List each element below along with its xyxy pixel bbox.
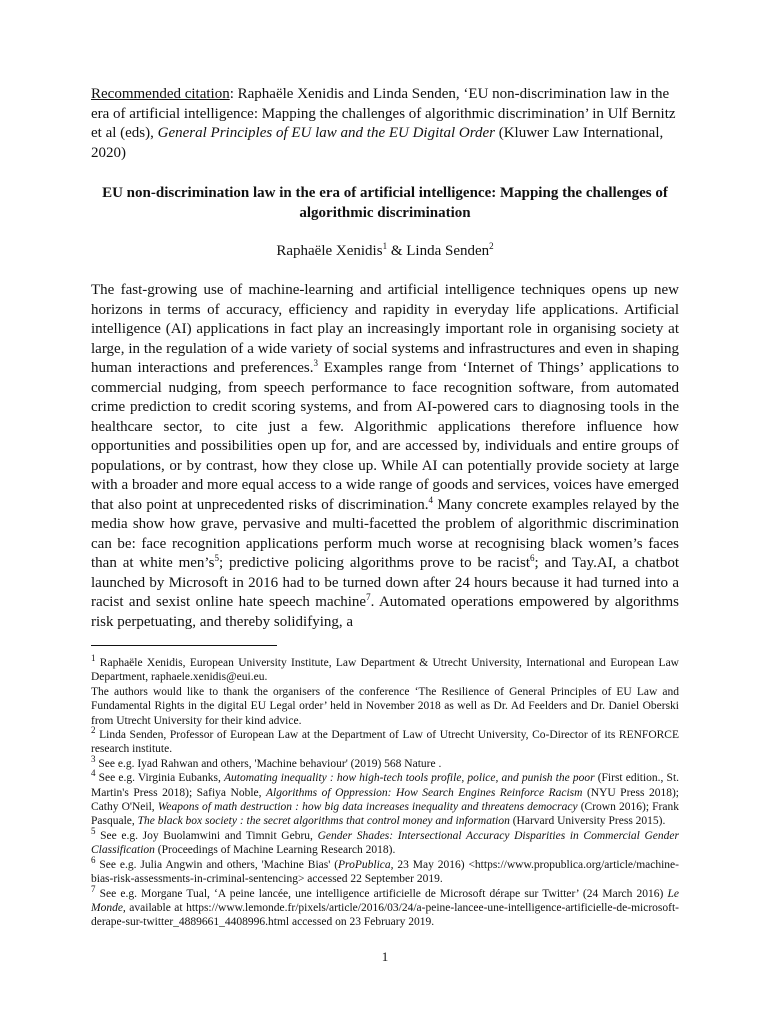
footnote-text: (Crown 2016); Frank Pasquale, xyxy=(91,801,679,828)
footnote-number: 7 xyxy=(91,883,96,894)
footnote-text: available at https://www.lemonde.fr/pixels/article/2016/03/24/a-peine-lancee-une-intelligence-artificielle-de-microsoft-derape-sur-twitter_4889661_4408996.html accessed on 23 February 2019. xyxy=(91,901,679,929)
footnote-book-title: Automating inequality : how high-tech tools profile, police, and punish the poor xyxy=(224,772,595,785)
body-paragraph xyxy=(91,281,679,632)
body-text-6: . Automated operations empowered by algorithms risk perpetuating, and thereby solidifying, a xyxy=(91,594,680,630)
footnote-ref-4: 4 xyxy=(428,494,433,505)
footnote-text: 23 May 2016) <https://www.propublica.org/article/machine-bias-risk-assessments-in-criminal-sentencing> accessed 22 September 2019. xyxy=(91,858,679,886)
footnote-text: (Proceedings of Machine Learning Research 2018). xyxy=(154,844,396,857)
page-content xyxy=(91,85,679,930)
footnote-number: 4 xyxy=(91,768,96,779)
footnote-ref-2: 2 xyxy=(489,241,494,251)
footnote-text: Linda Senden, Professor of European Law at the Department of Law of Utrecht University, Co-Director of its RENFORCE research institute. xyxy=(91,729,679,756)
footnote-text: See e.g. Virginia Eubanks, xyxy=(95,772,225,785)
footnote-2 xyxy=(91,725,679,757)
footnote-6 xyxy=(91,854,679,887)
footnote-1 xyxy=(91,653,679,685)
footnote-paper-title: Gender Shades: Intersectional Accuracy Disparities in Commercial Gender Classification xyxy=(91,829,679,857)
citation-label: Recommended citation xyxy=(91,86,230,102)
footnote-book-title: Algorithms of Oppression: How Search Engines Reinforce Racism xyxy=(266,786,583,799)
footnote-text: (NYU Press 2018); Cathy O'Neil, xyxy=(91,786,679,814)
footnote-text: (First edition., St. Martin's Press 2018); Safiya Noble, xyxy=(91,772,680,799)
body-text-4: ; predictive policing algorithms prove to be racist xyxy=(218,555,530,571)
footnote-number: 5 xyxy=(91,826,96,837)
footnote-source: Le Monde, xyxy=(91,887,679,914)
footnote-number: 2 xyxy=(91,725,96,736)
footnote-ref-3: 3 xyxy=(313,358,318,368)
footnote-ref-6: 6 xyxy=(530,553,535,563)
footnote-4 xyxy=(91,768,680,829)
footnote-7 xyxy=(91,883,679,930)
footnote-text: (Harvard University Press 2015). xyxy=(509,815,666,828)
footnote-5 xyxy=(91,826,679,858)
page-number: 1 xyxy=(381,949,389,964)
citation-publisher: (Kluwer Law International, 2020) xyxy=(91,125,664,161)
author-separator: & xyxy=(387,243,407,259)
footnote-divider xyxy=(91,645,277,646)
footnote-text: See e.g. Joy Buolamwini and Timnit Gebru, xyxy=(95,829,318,842)
author-line xyxy=(91,241,679,261)
citation-text: : Raphaële Xenidis and Linda Senden, ‘EU non-discrimination law in the era of artificial intelligence: Mapping the challenges of algorithmic discrimination’ in Ulf Bernitz et al (eds), xyxy=(91,86,676,141)
author-2: Linda Senden xyxy=(406,243,490,259)
footnote-book-title: Weapons of math destruction : how big data increases inequality and threatens democracy xyxy=(157,801,578,814)
footnote-source: ProPublica, xyxy=(338,858,394,871)
footnote-3 xyxy=(91,754,679,771)
footnote-ref-1: 1 xyxy=(382,241,388,251)
footnote-text: See e.g. Morgane Tual, ‘A peine lancée, une intelligence artificielle de Microsoft dérape sur Twitter’ (24 March 2016) xyxy=(95,887,668,900)
recommended-citation xyxy=(91,85,679,163)
footnote-text: See e.g. Iyad Rahwan and others, 'Machine behaviour' (2019) 568 Nature . xyxy=(95,757,442,770)
footnote-text: See e.g. Julia Angwin and others, 'Machine Bias' ( xyxy=(95,858,339,871)
footnote-ref-7: 7 xyxy=(366,592,371,602)
footnote-1-acknowledgement: The authors would like to thank the organisers of the conference ‘The Resilience of General Principles of EU Law and Fundamental Rights in the digital EU Legal order’ held in November 2018 as well as Dr. Ad Feelders and Dr. Daniel Oberski from Utrecht University for their kind advice. xyxy=(91,685,679,727)
body-text-3: Many concrete examples relayed by the media show how grave, pervasive and multi-facetted the problem of algorithmic discrimination can be: face recognition applications perform much worse at recognising black women’s faces than at white men’s xyxy=(91,496,679,571)
footnote-book-title: The black box society : the secret algorithms that control money and information xyxy=(137,815,510,828)
footnote-number: 3 xyxy=(91,754,96,765)
footnote-number: 1 xyxy=(91,653,96,664)
author-1: Raphaële Xenidis xyxy=(276,243,383,259)
footnote-text: Raphaële Xenidis, European University Institute, Law Department & Utrecht University, International and European Law Department, raphaele.xenidis@eui.eu. xyxy=(91,657,679,684)
body-text-2: Examples range from ‘Internet of Things’ applications to commercial nudging, from speech performance to face recognition software, from automated crime prediction to credit scoring systems, and from AI-powered cars to diagnosing tools in the healthcare sector, to cite just a few. Algorithmic applications therefore influence how opportunities and possibilities open up for, and are accessed by, individuals and entire groups of populations, or by contrast, how they close up. While AI can potentially provide society at large with a broader and more equal access to a wide range of goods and services, voices have emerged that also point at unprecedented risks of discrimination. xyxy=(91,360,679,513)
body-text-5: ; and Tay.AI, a chatbot launched by Microsoft in 2016 had to be turned down after 24 hours because it had turned into a racist and sexist online hate speech machine xyxy=(91,555,679,610)
footnote-ref-5: 5 xyxy=(214,553,219,563)
footnotes xyxy=(91,653,680,930)
citation-book-title: General Principles of EU law and the EU Digital Order xyxy=(157,125,495,141)
paper-title: EU non-discrimination law in the era of artificial intelligence: Mapping the challenges of algorithmic discrimination xyxy=(102,185,668,221)
body-text-1: The fast-growing use of machine-learning and artificial intelligence techniques opens up new horizons in terms of accuracy, efficiency and rapidity in everyday life applications. Artificial intelligence (AI) applications in fact play an increasingly important role in organising society at large, in the regulation of a wide variety of social systems and infrastructures and even in shaping human interactions and preferences. xyxy=(91,282,679,376)
footnote-number: 6 xyxy=(91,854,96,865)
